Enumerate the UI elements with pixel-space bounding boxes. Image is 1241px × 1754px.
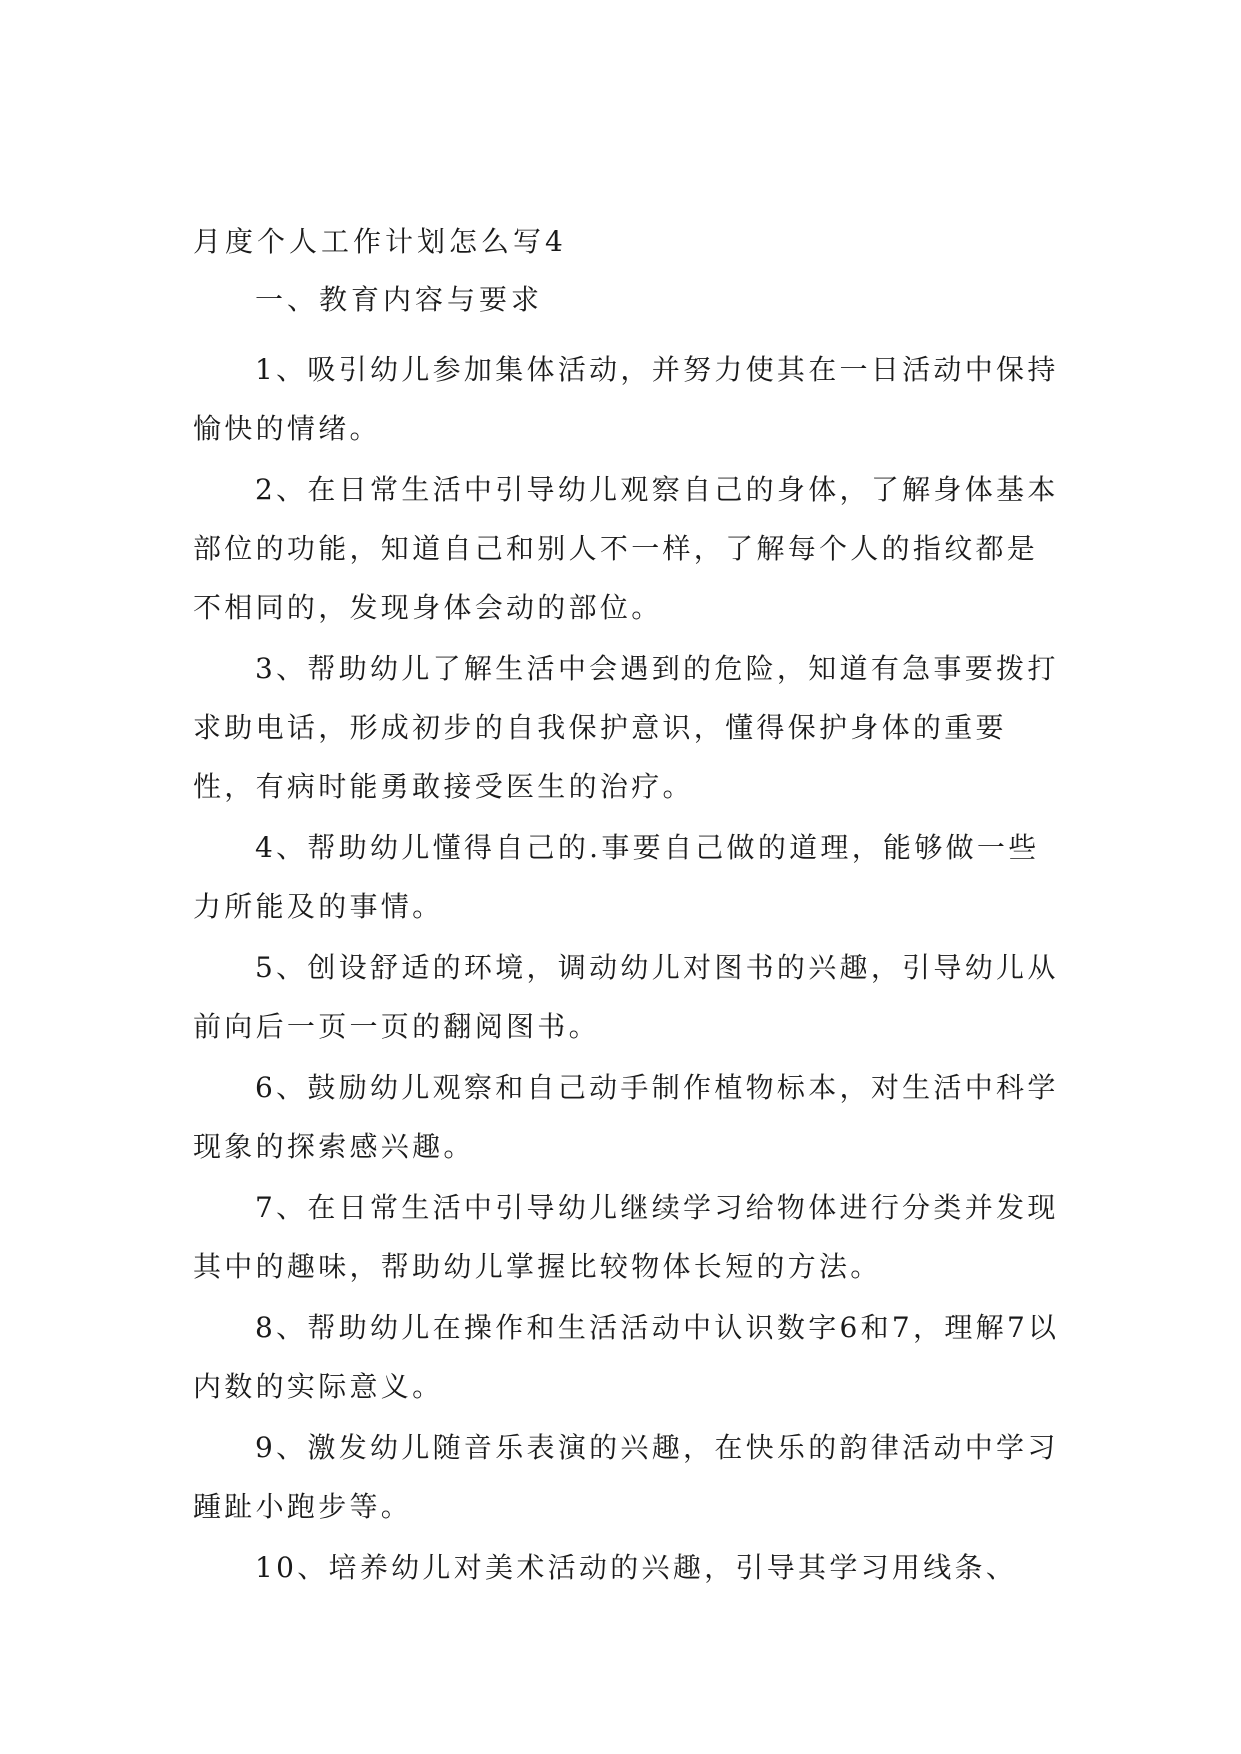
paragraph-2: 2、在日常生活中引导幼儿观察自己的身体，了解身体基本部位的功能，知道自己和别人不一样，了解每个人的指纹都是不相同的，发现身体会动的部位。 [193, 473, 1059, 624]
paragraph-8: 8、帮助幼儿在操作和生活活动中认识数字6和7，理解7以内数的实际意义。 [193, 1311, 1060, 1403]
document-title: 月度个人工作计划怎么写4 [193, 225, 567, 258]
paragraph-5: 5、创设舒适的环境，调动幼儿对图书的兴趣，引导幼儿从前向后一页一页的翻阅图书。 [193, 951, 1059, 1043]
paragraph-3: 3、帮助幼儿了解生活中会遇到的危险，知道有急事要拨打求助电话，形成初步的自我保护意识，懂得保护身体的重要性，有病时能勇敢接受医生的治疗。 [193, 652, 1059, 803]
paragraph-1: 1、吸引幼儿参加集体活动，并努力使其在一日活动中保持愉快的情绪。 [193, 353, 1059, 445]
section-heading: 一、教育内容与要求 [255, 283, 544, 316]
paragraph-10: 10、培养幼儿对美术活动的兴趣，引导其学习用线条、 [255, 1551, 1018, 1584]
paragraph-4: 4、帮助幼儿懂得自己的.事要自己做的道理，能够做一些力所能及的事情。 [193, 831, 1040, 923]
paragraph-7: 7、在日常生活中引导幼儿继续学习给物体进行分类并发现其中的趣味，帮助幼儿掌握比较物体长短的方法。 [193, 1191, 1059, 1283]
document-page [193, 222, 1063, 1597]
paragraph-6: 6、鼓励幼儿观察和自己动手制作植物标本，对生活中科学现象的探索感兴趣。 [193, 1071, 1059, 1163]
paragraph-9: 9、激发幼儿随音乐表演的兴趣，在快乐的韵律活动中学习踵趾小跑步等。 [193, 1431, 1059, 1523]
